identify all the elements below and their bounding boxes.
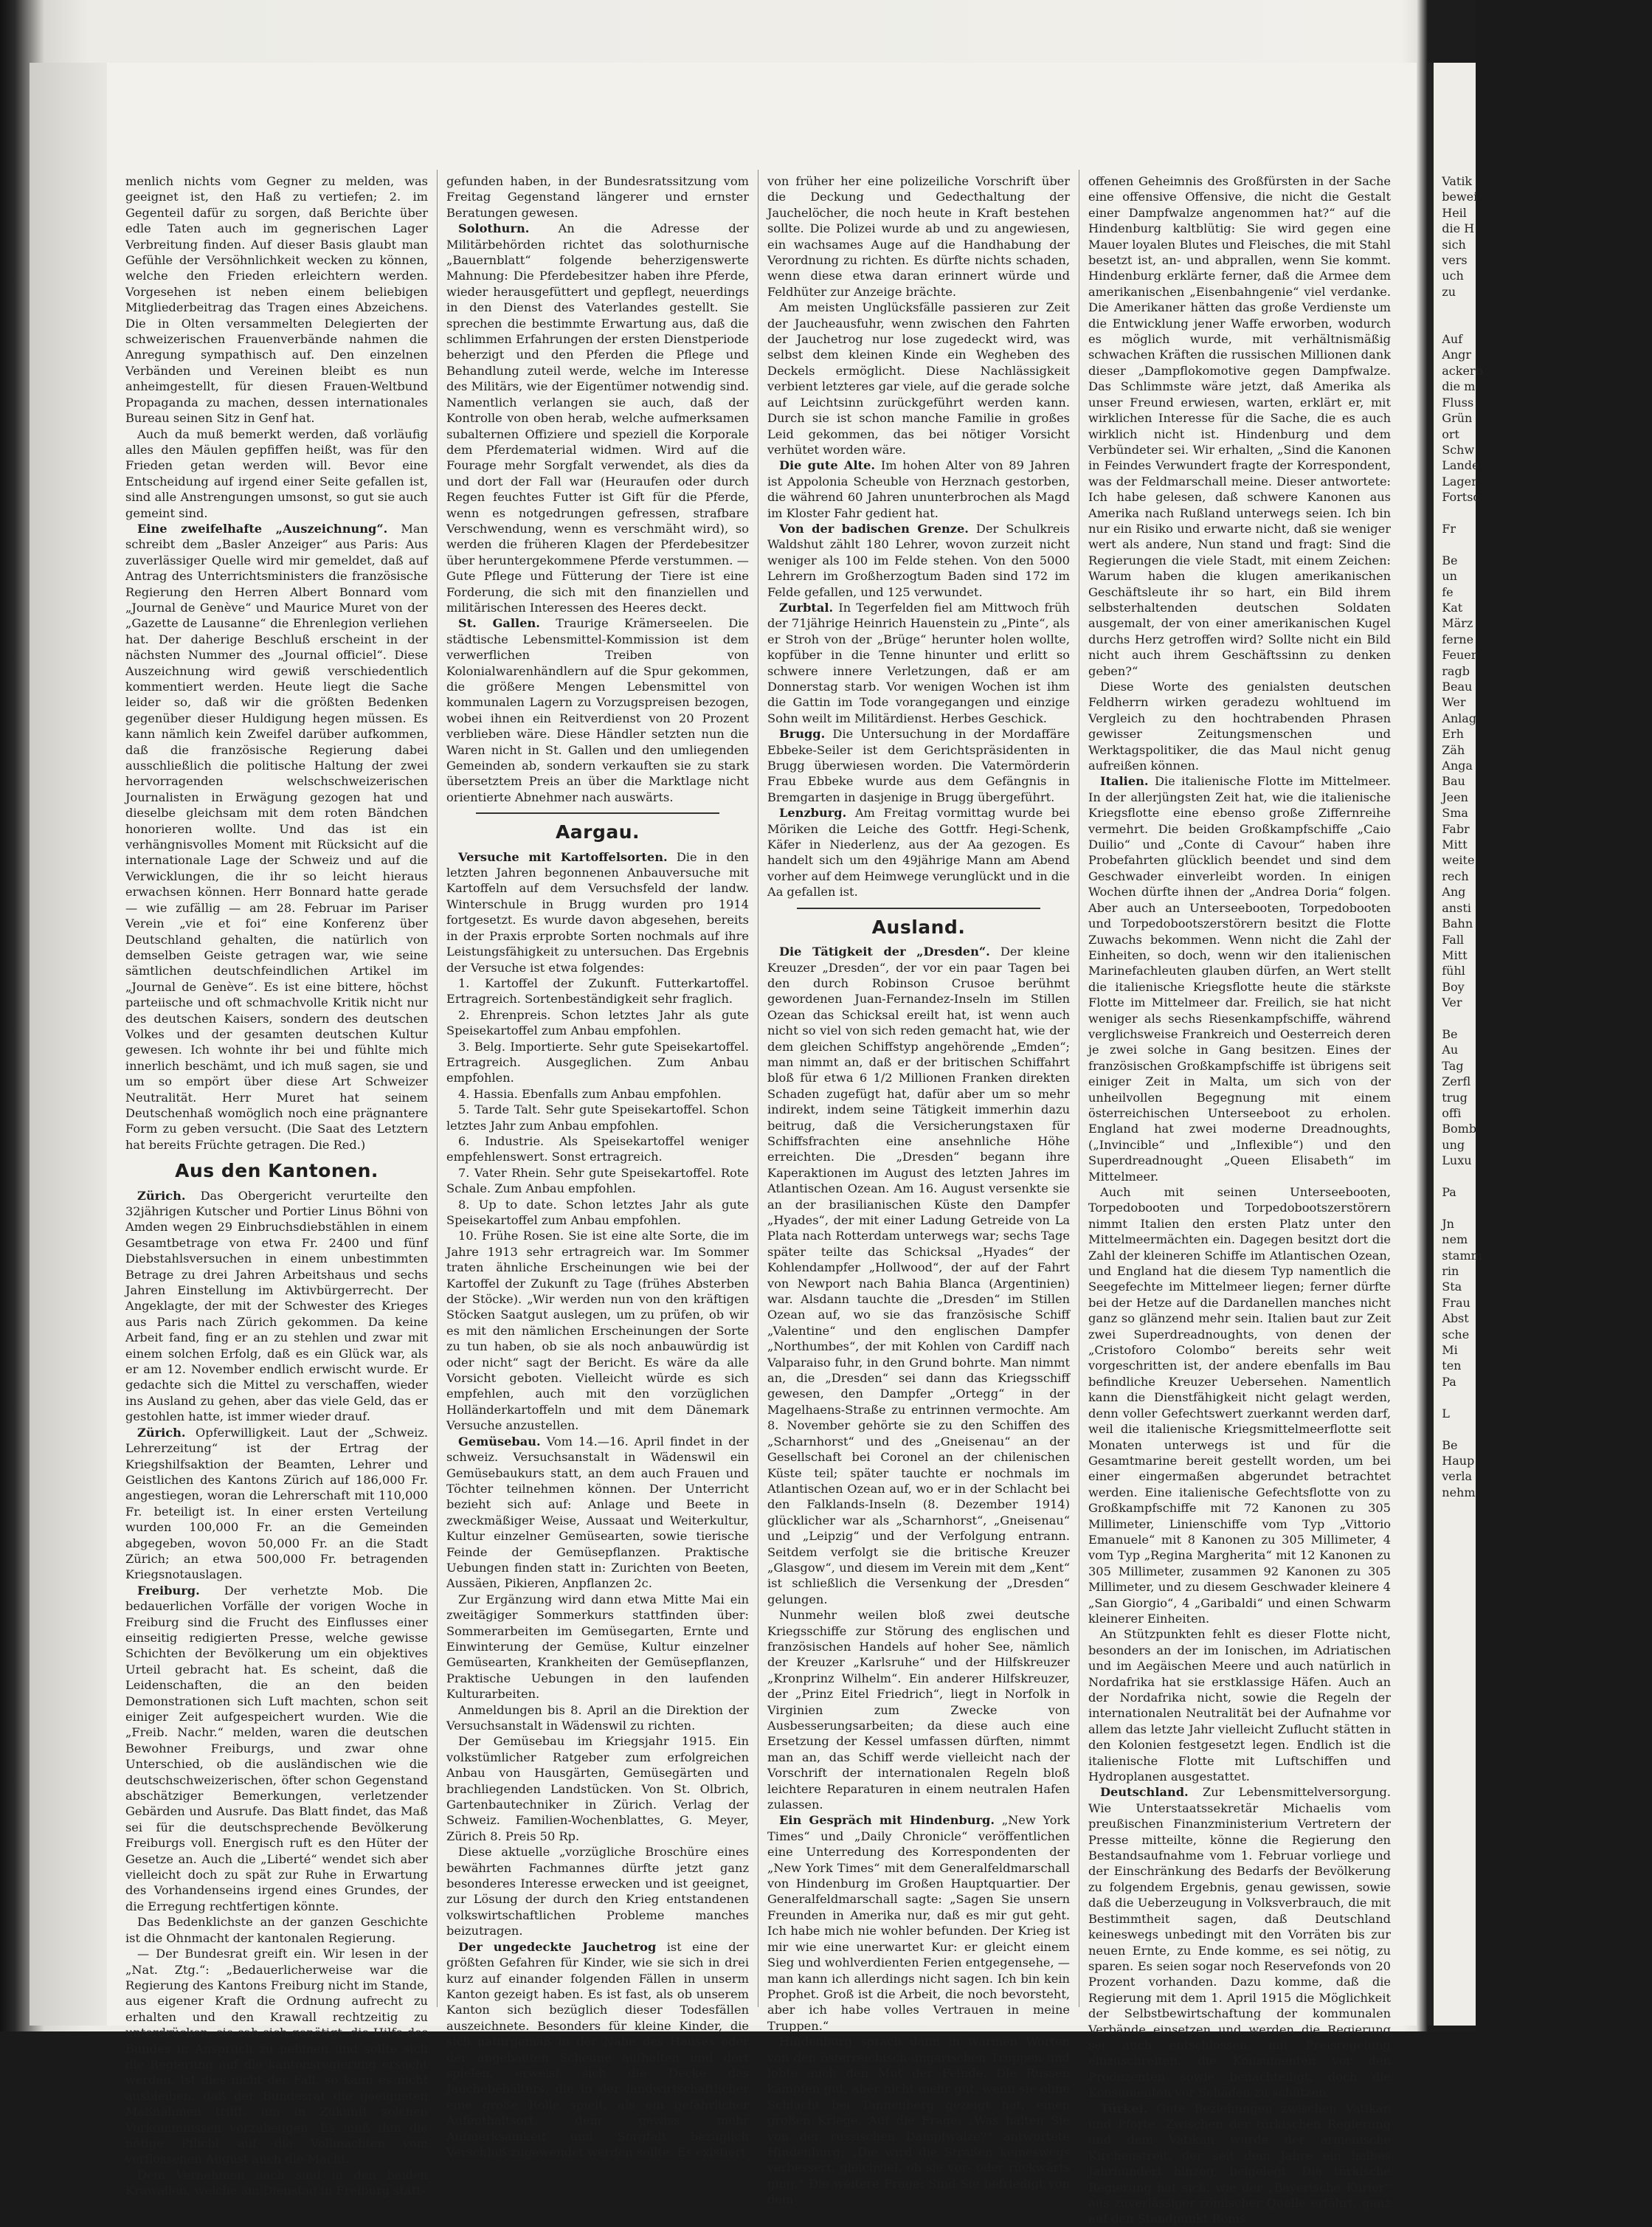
article-paragraph xyxy=(125,427,428,521)
article-lead: Zurbtal. xyxy=(779,600,834,615)
article-paragraph xyxy=(446,1228,749,1433)
article-text: In Tegerfelden fiel am Mittwoch früh der 71jährige Heinrich Hauenstein zu „Pinte“, als er Stroh von der „Brüge“ herunter holen wollte, kopfüber in die Tenne hinunter und erlitt so schwere innere Verletzungen, daß er am Donnerstag starb. Vor wenigen Wochen ist ihm die Gattin im Tode vorangegangen und einzige Sohn weilt im Militärdienst. Herbes Geschick. xyxy=(767,600,1070,725)
section-rule xyxy=(476,812,719,814)
article-lead: Solothurn. xyxy=(458,221,530,236)
article-paragraph xyxy=(1088,2101,1391,2227)
column-1 xyxy=(125,173,429,2198)
column-divider xyxy=(437,170,438,2007)
article-lead: Brugg. xyxy=(779,727,826,742)
article-text: Zur Lebensmittelversorgung. Wie Unterstaatssekretär Michaelis vom preußischen Finanzministerium Vertretern der Presse mitteilte, könne die Regierung den Bestandsaufnahme vom 1. Februar vorliege und der Einschränkung des Bedarfs der Bevölkerung zu folgendem Ergebnis, genau gewissen, sowie daß die Ueberzeugung in Volksverbrauch, die mit Bestimmtheit sagen, daß Deutschland keineswegs unbedingt mit den Vorräten bis zur neuen Ernte, zu Ende komme, es sei nötig, zu sparen. Es seien sogar noch Reservefonds von 20 Prozent vorhanden. Dazu komme, daß die Regierung mit dem 1. April 1915 die Möglichkeit der Selbstbewirtschaftung der kommunalen Verbände einsetzen und werden die Regierung sei auch entschlossen, mit Preisregelung einzuschreiten, die Konsumenten vor den Produzenten sowie benachteiligt, doch die Konsumenten vor Schäden zu schützen. xyxy=(1088,1785,1391,2100)
article-paragraph xyxy=(446,1702,749,1734)
article-lead: Versuche mit Kartoffelsorten. xyxy=(458,849,668,864)
article-text: Das Obergericht verurteilte den 32jährigen Kutscher und Portier Linus Böhni von Amden wegen 29 Einbruchsdiebstählen in einem Gesamtbetrage von etwa Fr. 2400 und fünf Diebstahlsversuchen in einem unbestimmten Betrage zu drei Jahren Arbeitshaus und sechs Jahren Einstellung im Aktivbürgerrecht. Der Angeklagte, der mit der Schwester des Krieges aus Paris nach Zürich gekommen. Da keine Arbeit fand, fing er an zu stehlen und zwar mit einem solchen Erfolg, daß es ein Glück war, als er am 12. November endlich erwischt wurde. Er gedachte sich die Mittel zu verschaffen, wieder ins Ausland zu gehen, aber das viele Geld, das er gestohlen hatte, ist immer wieder drauf. xyxy=(125,1188,428,1424)
next-page-text: Vatik bewei Heil die H sich vers uch zu Auf Angr ackerb die m Fluss Grün ort Schw Lande Lager Fortsc Fr Be un fe Kat März ferne Feuer ragb Beau Wer Anlag Erh Zäh Anga Bau Jeen Sma Fabr Mitt weite rech Ang ansti Bahn Fall Mitt fühl Boy Ver Be Au Tag Zerfl trug offi Bomb ung Luxu Pa Jn nem stamm rin Sta Frau Abst sche Mi ten Pa L Be Haup verla nehm xyxy=(1442,174,1483,1499)
article-text: Vom 14.—16. April findet in der schweiz. Versuchsanstalt in Wädenswil ein Gemüsebaukurs statt, an dem auch Frauen und Töchter teilnehmen können. Der Unterricht bezieht sich auf: Anlage und Beete in zweckmäßiger Weise, Aussaat und Weiterkultur, Kultur einzelner Gemüsearten, sowie tierische Feinde der Gemüsepflanzen. Praktische Uebungen finden statt in: Zurichten von Beeten, Aussäen, Pikieren, Anpflanzen 2c. xyxy=(446,1434,749,1591)
article-paragraph xyxy=(446,1039,749,1086)
article-paragraph xyxy=(767,1812,1070,2034)
article-paragraph xyxy=(1088,1626,1391,1784)
article-text: 4. Hassia. Ebenfalls zum Anbau empfohlen. xyxy=(458,1086,722,1101)
column-4 xyxy=(1088,173,1391,2226)
article-text: Auch mit seinen Unterseebooten, Torpedobooten und Torpedobootszerstörern nimmt Italien den ersten Platz unter den Mittelmeermächten ein. Dagegen besitzt dort die Zahl der kleineren Schiffe im Atlantischen Ozean, und England hat die diesem Typ namentlich die Seegefechte im Mittelmeer liegen; ferner dürfte bei der Hetze auf die Dardanellen manches nicht ganz so glänzend mehr sein. Italien baut zur Zeit zwei Superdreadnoughts, von denen der „Cristoforo Colombo“ bereits sehr weit vorgeschritten ist, der andere ebenfalls im Bau befindliche Kreuzer Uebersehen. Namentlich kann die Dienstfähigkeit nicht gelagt werden, denn voller Gefechtswert zuerkannt werden darf, weil die italienische Kriegsmittelmeerflotte seit Monaten unterwegs ist und für die Gesamtmarine bereit gestellt worden, um bei einer eingermaßen abgerundet betrachtet werden. Eine italienische Gefechtsflotte von zu Großkampfschiffe mit 72 Kanonen zu 305 Millimeter, Linienschiffe vom Typ „Vittorio Emanuele“ mit 8 Kanonen zu 305 Millimeter, 4 vom Typ „Regina Margherita“ mit 12 Kanonen zu 305 Millimeter, zusammen 92 Kanonen zu 305 Millimeter, und zu diesem Geschwader kleinere 4 „San Giorgio“, 4 „Garibaldi“ und einen Schwarm kleinerer Einheiten. xyxy=(1088,1185,1391,1626)
article-paragraph xyxy=(767,805,1070,900)
article-text: Traurige Krämerseelen. Die städtische Lebensmittel-Kommission ist dem verwerflichen Treiben von Kolonialwarenhändlern auf die Spur gekommen, die größere Mengen Lebensmittel von kommunalen Lagern zu Vorzugspreisen bezogen, wobei ihnen ein Reitverdienst von 20 Prozent verblieben wäre. Diese Händler setzten nun die Waren nicht in St. Gallen und den umliegenden Gemeinden ab, sondern verkauften sie zu stark übersetztem Preis an über die Marktlage nicht orientierte Abnehmer nach auswärts. xyxy=(446,616,749,804)
article-text: Am Freitag vormittag wurde bei Möriken die Leiche des Gottfr. Hegi-Schenk, Käfer in Niederlenz, aus der Aa gezogen. Es handelt sich um den 49jährige Mann am Abend vorher auf dem Heimwege verunglückt und in die Aa gefallen ist. xyxy=(767,806,1070,900)
article-paragraph xyxy=(446,976,749,1007)
article-text: An Stützpunkten fehlt es dieser Flotte nicht, besonders an der im Ionischen, im Adriatischen und im Aegäischen Meere und auch natürlich in Nordafrika hat sie erstklassige Häfen. Auch an der Nordafrika nicht, sowie die Regeln der internationalen Neutralität bei der Aufnahme vor allem das letzte Jahr vielleicht Zuflucht stätten in den Kolonien festgesetzt legen. Endlich ist die italienische Flotte mit Luftschiffen und Hydroplanen ausgestattet. xyxy=(1088,1627,1391,1784)
article-paragraph xyxy=(125,1425,428,1583)
article-text: 8. Up to date. Schon letztes Jahr als gute Speisekartoffel zum Anbau empfohlen. xyxy=(446,1197,749,1227)
article-lead: Türkei. xyxy=(1100,2101,1148,2116)
article-text: Der Schulkreis Waldshut zählt 180 Lehrer, wovon zurzeit nicht weniger als 100 im Felde stehen. Von den 5000 Lehrern im Großherzogtum Baden sind 172 im Felde gefallen, und 125 verwundet. xyxy=(767,521,1070,599)
article-paragraph xyxy=(446,173,749,221)
column-3 xyxy=(767,173,1070,2207)
article-lead: Lenzburg. xyxy=(779,806,847,821)
article-text: An die Adresse der Militärbehörden richtet das solothurnische „Bauernblatt“ folgende beherzigenswerte Mahnung: Die Pferdebesitzer haben ihre Pferde, wieder herausgefüttert und gepflegt, neuerdings in den Dienst des Vaterlandes gestellt. Sie sprechen die bestimmte Erwartung aus, daß die schlimmen Erfahrungen der ersten Dienstperiode beherzigt und den Pferden die Pflege und Behandlung zuteil werde, welche im Interesse des Militärs, wie der Eigentümer notwendig sind. Namentlich verlangen sie auch, daß der Kontrolle von oben herab, welche aufmerksamen subalternen Offiziere und speziell die Korporale dem Pferdematerial widmen. Wird auf die Fourage mehr Sorgfalt verwendet, als dies da und dort der Fall war (Heuraufen oder durch Regen feuchtes Futter ist Gift für die Pferde, wenn es notgedrungen gefressen, strafbare Verschwendung, wenn es verschmäht wird), so werden die früheren Klagen der Pferdebesitzer über heruntergekommene Pferde verstummen. — Gute Pflege und Fütterung der Tiere ist eine Forderung, die sich mit den finanziellen und militärischen Interessen des Heeres deckt. xyxy=(446,221,749,615)
adjacent-page-edge xyxy=(30,63,107,2026)
article-text: Dem Vernehmen nach sind in den beiden Krawallen, welche am Dienstag in Freiburg statt- xyxy=(125,2167,428,2198)
newspaper-page xyxy=(107,63,1417,2226)
article-paragraph xyxy=(446,1133,749,1165)
article-text: 10. Frühe Rosen. Sie ist eine alte Sorte, die im Jahre 1913 sehr ertragreich war. Im Sommer traten ähnliche Erscheinungen wie bei der Kartoffel der Zukunft zu Tage (frühes Absterben der Stöcke). „Wir werden nun von den kräftigen Stöcken Saatgut auslegen, um zu prüfen, ob wir es mit den nämlichen Erscheinungen der Sorte zu tun haben, ob sie als noch anbauwürdig ist oder nicht“ sagt der Bericht. Es wäre da alle Vorsicht geboten. Vielleicht würde es sich empfehlen, auch mit den vorzüglichen Holländerkartoffeln und mit dem Dänemark Versuche anzustellen. xyxy=(446,1229,749,1433)
article-paragraph xyxy=(446,1165,749,1197)
article-paragraph xyxy=(767,458,1070,521)
article-paragraph xyxy=(125,1946,428,2167)
article-text: „New York Times“ und „Daily Chronicle“ veröffentlichen eine Unterredung des Korrespondenten der „New York Times“ mit dem Generalfeldmarschall von Hindenburg im Großen Hauptquartier. Der Generalfeldmarschall sagte: „Sagen Sie unsern Freunden in Amerika nur, daß es mir gut geht. Ich habe mich nie wohler befunden. Der Krieg ist mir wie eine unerwartet Kur: er gleicht einem Sieg und wohlverdienten Ferien entgegensehe, — man kann ich allerdings nicht sagen. Ich bin kein Prophet. Groß ist die Arbeit, die noch bevorsteht, aber ich habe volles Vertrauen in meine Truppen.“ xyxy=(767,1813,1070,2033)
article-paragraph xyxy=(767,173,1070,300)
section-heading: Ausland. xyxy=(871,916,966,938)
article-paragraph xyxy=(1088,1784,1391,2100)
article-lead: Der ungedeckte Jauchetrog xyxy=(458,1939,657,1954)
article-text: Die Untersuchung in der Mordaffäre Ebbeke-Seiler ist dem Gerichtspräsidenten in Brugg überwiesen worden. Die Vatermörderin Frau Ebbeke wurde aus dem Gefängnis in Bremgarten in dasjenige in Brugg übergeführt. xyxy=(767,727,1070,804)
article-text: von früher her eine polizeiliche Vorschrift über die Deckung und Gedecthaltung der Jauchelöcher, die noch heute in Kraft bestehen sollte. Die Polizei wurde ab und zu angewiesen, ein wachsames Auge auf die Handhabung der Verordnung zu richten. Es dürfte nichts schaden, wenn diese etwa daran erinnert würde und Feldhüter zur Anzeige brächte. xyxy=(767,174,1070,299)
article-paragraph xyxy=(125,1914,428,1946)
article-text: gefunden haben, in der Bundesratssitzung vom Freitag Gegenstand längerer und ernster Beratungen gewesen. xyxy=(446,174,749,220)
article-lead: St. Gallen. xyxy=(458,616,540,631)
article-paragraph xyxy=(1088,679,1391,773)
article-lead: Ein Gespräch mit Hindenburg. xyxy=(779,1813,995,1828)
article-text: Der verhetzte Mob. Die bedauerlichen Vorfälle der vorigen Woche in Freiburg sind die Frucht des Einflusses einer einseitig redigierten Presse, welche gewisse Schichten der Bevölkerung um ein objektives Urteil gebracht hat. Es scheint, daß die Leidenschaften, die an den beiden Demonstrationen sich Luft machten, schon seit einiger Zeit aufgespeichert wurden. Wie die „Freib. Nachr.“ melden, waren die deutschen Bewohner Freiburgs, und zwar ohne Unterschied, ob die ausländischen wie die deutschschweizerischen, öfter schon Gegenstand abschätziger Bemerkungen, verletzender Gebärden und Ausrufe. Das Blatt findet, das Maß sei für die deutschsprechende Bevölkerung Freiburgs voll. Energisch ruft es den Hüter der Gesetze an. Auch die „Liberté“ wendet sich aber vielleicht doch zu spät zur Ruhe in Erwartung des Vorhandenseins irgend eines Grundes, der die Erregung rechtfertigen könnte. xyxy=(125,1583,428,1913)
article-text: Gute Beziehungen zwischen Vatikan und Pforte. Zwischen der türkischen Regierung und dem Vatikan wurde der armenische Kirchenstreit, der seit dem Jahre ein halbes Jahrhundert hinzog, beigelegt. Die türkische Regierung hat sich, wie der „Bayerische Kurier“ aus zuverlässiger römischer Quelle erfährt, ganz auf den Standpunkt Roms xyxy=(1088,2101,1391,2226)
article-paragraph xyxy=(446,1086,749,1102)
article-text: Nunmehr weilen bloß zwei deutsche Kriegsschiffe zur Störung des englischen und französischen Handels auf hoher See, nämlich der Kreuzer „Karlsruhe“ und der Hilfskreuzer „Kronprinz Wilhelm“. Ein anderer Hilfskreuzer, der „Prinz Eitel Friedrich“, liegt in Norfolk in Virginien zum Zwecke von Ausbesserungsarbeiten; da diese auch eine Ersetzung der Kessel umfassen dürften, nimmt man an, das Schiff werde vielleicht nach der Vorschrift der internationalen Regeln bloß leichtere Reparaturen in einem neutralen Hafen zulassen. xyxy=(767,1608,1070,1812)
article-text: 1. Kartoffel der Zukunft. Futterkartoffel. Ertragreich. Sortenbeständigkeit sehr fraglich. xyxy=(446,976,749,1007)
article-paragraph xyxy=(446,849,749,976)
article-paragraph xyxy=(767,726,1070,805)
article-paragraph xyxy=(767,1607,1070,1812)
article-text: 7. Vater Rhein. Sehr gute Speisekartoffel. Rote Schale. Zum Anbau empfohlen. xyxy=(446,1165,749,1196)
article-text: Opferwilligkeit. Laut der „Schweiz. Lehrerzeitung“ ist der Ertrag der Kriegshilfsaktion der Beamten, Lehrer und Geistlichen des Kantons Zürich auf 186,000 Fr. angestiegen, woran die Lehrerschaft mit 110,000 Fr. beteiligt ist. In einer ersten Verteilung wurden 100,000 Fr. an die Gemeinden abgegeben, wovon 50,000 Fr. an die Stadt Zürich; an etwa 500,000 Fr. betragenden Kriegsnotauslagen. xyxy=(125,1425,428,1582)
article-paragraph xyxy=(446,1434,749,1592)
article-paragraph xyxy=(767,521,1070,600)
article-paragraph xyxy=(446,1197,749,1229)
article-text: Diese Worte des genialsten deutschen Feldherrn wirken geradezu wohltuend im Vergleich zu den hochtrabenden Phrasen gewisser Zeitungsmenschen und Werktagspolitiker, die das Maul nicht genug aufreißen können. xyxy=(1088,680,1391,773)
section-heading: Aargau. xyxy=(555,821,640,843)
article-lead: Freiburg. xyxy=(137,1583,200,1598)
article-paragraph xyxy=(767,2034,1070,2207)
article-paragraph xyxy=(446,1939,749,2161)
article-text: Am meisten Unglücksfälle passieren zur Zeit der Jaucheausfuhr, wenn zwischen den Fahrten der Jauchetrog nur lose zugedeckt wird, was selbst dem kleinen Kinde ein Wegheben des Deckels ermöglicht. Diese Nachlässigkeit verbient letzteres gar viele, auf die gerade solche auf Leichtsinn zurückgeführt werden kann. Durch sie ist schon manche Familie in großes Leid gekommen, das bei nötiger Vorsicht verhütet worden wäre. xyxy=(767,300,1070,457)
article-text: Auch da muß bemerkt werden, daß vorläufig alles den Mäulen gepfiffen heißt, was für den Frieden getan werden will. Bevor eine Entscheidung auf irgend einer Seite gefallen ist, sind alle Anstrengungen umsonst, so gut sie auch gemeint sind. xyxy=(125,427,428,520)
next-page-strip xyxy=(1428,63,1483,2026)
article-text: 2. Ehrenpreis. Schon letztes Jahr als gute Speisekartoffel zum Anbau empfohlen. xyxy=(446,1007,749,1038)
section-rule xyxy=(797,908,1040,909)
article-text: menlich nichts vom Gegner zu melden, was geeignet ist, den Haß zu vertiefen; 2. im Gegenteil dafür zu sorgen, daß Berichte über edle Taten auch im gegnerischen Lager Verbreitung finden. Auf dieser Basis glaubt man Gefühle der Versöhnlichkeit wecken zu können, welche den Frieden erleichtern werden. Vorgesehen ist neben einem beliebigen Mitgliederbeitrag das Tragen eines Abzeichens. Die in Olten versammelten Delegierten der schweizerischen Frauenverbände nahmen die Anregung sympathisch auf. Den einzelnen Verbänden und Vereinen bleibt es nun anheimgestellt, für diesen Frauen-Weltbund Propaganda zu machen, dessen internationales Bureau seinen Sitz in Genf hat. xyxy=(125,174,428,426)
article-text: offenen Geheimnis des Großfürsten in der Sache eine offensive Offensive, die nicht die Gestalt einer Dampfwalze angenommen hat?“ auf die Hindenburg kaltblütig: Sie wird gegen eine Mauer loyalen Blutes und Fleisches, die mit Stahl besetzt ist, an- und abprallen, wenn Sie kommt. Hindenburg erklärte ferner, daß die Armee dem amerikanischen „Eisenbahngenie“ viel verdanke. Die Amerikaner hätten das große Verdienste um die Entwicklung jener Waffe erworben, wodurch es möglich wurde, mit verhältnismäßig schwachen Kräften die russischen Millionen dank dieser „Dampflokomotive gegen Dampfwalze. Das Schlimmste wäre jetzt, daß Amerika als unser Freund erwiesen, warten, erklärt er, mit wirklichen Interesse für die Sache, die es auch wirklich nicht ist. Hindenburg und dem Verbündeter sei. Wir erhalten, „Sind die Kanonen in Feindes Verwundert fragte der Korrespondent, was der Feldmarschall meine. Dieser antwortete: Ich habe gelesen, daß schwere Kanonen aus Amerika nach Rußland unterwegs seien. Ich bin nur ein Risiko und erwarte nicht, daß sie weniger wert als andere, Nun stand und fragt: Sind die Regierungen die viele Stadt, mit einem Zeichen: Warum haben die klugen amerikanischen Geschäftsleute ihr so hart, ein Bild ihrem selbsterhaltenden deutschen Soldaten ausgemalt, der von einer amerikanischen Kugel durchs Herz getroffen wird? Sollte nicht ein Bild nicht auch ihrem Geschäftssinn zu denken geben?“ xyxy=(1088,174,1391,678)
article-paragraph xyxy=(446,1844,749,1938)
article-lead: Von der badischen Grenze. xyxy=(779,521,969,536)
article-paragraph xyxy=(1088,773,1391,1184)
article-text: 3. Belg. Importierte. Sehr gute Speisekartoffel. Ertragreich. Ausgeglichen. Zum Anbau empfohlen. xyxy=(446,1039,749,1085)
article-paragraph xyxy=(1088,1184,1391,1626)
article-lead: Eine zweifelhafte „Auszeichnung“. xyxy=(137,521,388,536)
article-text: Die in den letzten Jahren begonnenen Anbauversuche mit Kartoffeln auf dem Versuchsfeld der landw. Winterschule in Brugg wurden pro 1914 fortgesetzt. Es wurde davon abgesehen, bereits in der Praxis erprobte Sorten nochmals auf ihre Leistungsfähigkeit zu untersuchen. Das Ergebnis der Versuche ist etwa folgendes: xyxy=(446,849,749,975)
article-lead: Die gute Alte. xyxy=(779,458,876,473)
article-paragraph xyxy=(767,300,1070,458)
article-text: Anmeldungen bis 8. April an die Direktion der Versuchsanstalt in Wädenswil zu richten. xyxy=(446,1702,749,1733)
article-text: Die italienische Flotte im Mittelmeer. In der allerjüngsten Zeit hat, wie die italienische Kriegsflotte eine ebenso große Ziffernreihe vermehrt. Die beiden Großkampfschiffe „Caio Duilio“ und „Conte di Cavour“ haben ihre Probefahrten glücklich beendet und sind dem Geschwader einverleibt worden. In einigen Wochen dürfte ihnen der „Andrea Doria“ folgen. Aber auch an Unterseebooten, Torpedobooten und Torpedobootszerstörern besitzt die Flotte Zuwachs bekommen. Wenn nicht die Zahl der Einheiten, so doch, wenn wir den italienischen Marinefachleuten glauben dürfen, an Wert stellt die italienische Kriegsflotte heute die stärkste Flotte im Mittelmeer dar. Freilich, sie hat nicht weniger als sechs Riesenkampfschiffe, während verglichsweise Frankreich und Oesterreich deren je zwei solche in Gang besitzen. Eines der französischen Großkampfschiffe ist übrigens seit einiger Zeit in Malta, um sich von der unheilvollen Begegnung mit einem österreichischen Unterseeboot zu erholen. England hat zwei moderne Dreadnoughts, („Invincible“ und „Inflexible“) und den Superdreadnought „Queen Elisabeth“ im Mittelmeer. xyxy=(1088,774,1391,1184)
section-heading: Aus den Kantonen. xyxy=(175,1160,379,1182)
article-paragraph xyxy=(446,1007,749,1039)
article-paragraph xyxy=(125,521,428,1153)
article-text: ist eine der größten Gefahren für Kinder, wie sie sich in drei kurz auf einander folgenden Fällen in unserm Kanton gezeigt haben. Es ist fast, als ob unserem Kanton sich bezüglich dieser Todesfällen auszeichnete. Besonders für kleine Kinder, die sich naturgemäß in der Nähe des Hauses oder der angebauten Scheune aufhalten und dort spielen, erweist sich die Decke des Jauchebehälters, die in der landwirtschaftlicher eine große Rolle spielt, als ein gefährlicher Aufenthaltsort, dem gewiss mehr Aufmerksamkeit und Sorgfalt bezüglich Verschluß zugewendet werden sollte. Es existiert xyxy=(446,1939,749,2159)
article-text: 5. Tarde Talt. Sehr gute Speisekartoffel. Schon letztes Jahr zum Anbau empfohlen. xyxy=(446,1102,749,1133)
article-paragraph xyxy=(767,944,1070,1607)
article-paragraph xyxy=(446,1592,749,1702)
article-paragraph xyxy=(125,2167,428,2199)
article-lead: Zürich. xyxy=(137,1188,186,1203)
article-text: Der Gemüsebau im Kriegsjahr 1915. Ein volkstümlicher Ratgeber zum erfolgreichen Anbau von Hausgärten, Gemüsegärten und brachliegenden Landstücken. Von St. Olbrich, Gartenbautechniker in Zürich. Verlag der Schweiz. Familien-Wochenblattes, G. Meyer, Zürich 8. Preis 50 Rp. xyxy=(446,1734,749,1843)
column-2 xyxy=(446,173,749,2159)
article-lead: Italien. xyxy=(1100,774,1149,789)
article-paragraph xyxy=(446,1102,749,1133)
article-text: — Der Bundesrat greift ein. Wir lesen in der „Nat. Ztg.“: „Bedauerlicherweise war die Regierung des Kantons Freiburg nicht im Stande, aus eigener Kraft die Ordnung aufrecht zu erhalten und den Krawall rechtzeitig zu unterdrücken; sie sah sich genötigt, die Hilfe des Bundes in Anspruch zu nehmen und sollte sich die Regierung auf die kantonsregierung ersucht werden. Ist dies nicht der Fall, so kann es nicht ausbleiben, daß der Bundesrat die geeigneten Maßnahmen trifft, um in Zukunft solchen Vorkommnissen vorzubeugen. Es muß ihm die nötige Pflicht auf die Vollmachten vom verflossenen August auch die Macht. xyxy=(125,1947,428,2166)
article-text: Das Bedenklichste an der ganzen Geschichte ist die Ohnmacht der kantonalen Regierung. xyxy=(125,1915,428,1945)
article-paragraph xyxy=(446,615,749,805)
article-text: 6. Industrie. Als Speisekartoffel weniger empfehlenswert. Sonst ertragreich. xyxy=(446,1133,749,1164)
article-lead: Die Tätigkeit der „Dresden“. xyxy=(779,945,990,959)
article-text: Zur Ergänzung wird dann etwa Mitte Mai ein zweitägiger Sommerkurs stattfinden über: Sommerarbeiten im Gemüsegarten, Ernte und Einwinterung der Gemüse, Kultur einzelner Gemüsearten, Krankheiten der Gemüsepflanzen, Praktische Uebungen in den laufenden Kulturarbeiten. xyxy=(446,1592,749,1702)
article-paragraph xyxy=(446,1733,749,1844)
article-lead: Deutschland. xyxy=(1100,1785,1189,1800)
article-paragraph xyxy=(125,173,428,427)
article-paragraph xyxy=(767,600,1070,726)
article-paragraph xyxy=(446,221,749,615)
article-text: Hindenburg sprach dann in warmen Worten von den österreichisch-ungarischen Truppen und lobte auch den Mut der Feinde. Die Russen kämpfen gut, aber nicht mehr gut, wenn sie ohne Schlacht bei Tannenberg gezeigt hat, einen großen Kriege. Auf die Frage: „Was halten Sie von der russischen Dampfwalze?“ antwortete Hindenburg: „Die wird die Straßen keineswegs verbessert, gleichviel, ob sie vor- oder rückwärts ging.“ Die weitere Frage: Sind Sie befriedigt von dem xyxy=(767,2034,1070,2207)
article-text: Man schreibt dem „Basler Anzeiger“ aus Paris: Aus zuverlässiger Quelle wird mir gemeldet, daß auf Antrag des Unterrichtsministers die französische Regierung den Herren Albert Bonnard vom „Journal de Genève“ und Maurice Muret von der „Gazette de Lausanne“ die Ehrenlegion verliehen hat. Der daherige Beschluß erscheint in der nächsten Nummer des „Journal officiel“. Diese Auszeichnung wird gewiß verschiedentlich kommentiert werden. Heute liegt die Sache leider so, daß wir die größten Bedenken gegenüber dieser Huldigung hegen müssen. Es kann nämlich kein Zweifel darüber aufkommen, daß die französische Regierung dabei ausschließlich die politische Haltung der zwei hervorragenden welschschweizerischen Journalisten in Erwägung gezogen hat und dieselbe gleichsam mit dem roten Bändchen honorieren wollte. Und das ist ein verhängnisvolles Moment mit Rücksicht auf die internationale Lage der Schweiz und auf die Verwicklungen, die ihr so leicht hieraus erwachsen können. Herr Bonnard hatte gerade — wie zufällig — am 28. Februar im Pariser Verein „vie et foi“ eine Konferenz über Deutschland gehalten, die natürlich von demselben Geiste getragen war, wie seine sämtlichen deutschfeindlichen Artikel im „Journal de Genève“. Es ist eine bittere, höchst parteiische und oft schmachvolle Kritik nicht nur des deutschen Kaisers, sondern des deutschen Volkes und der gesamten deutschen Kultur gewesen. Ich wohnte ihr bei und fühlte mich innerlich beschämt, und ich muß sagen, sie und um so empört über diese Art Schweizer Neutralität. Herr Muret hat seinem Deutschenhaß womöglich noch eine prägnantere Form zu geben versucht. (Die Saat des Letztern hat bereits Früchte getragen. Die Red.) xyxy=(125,521,429,1152)
article-text: Im hohen Alter von 89 Jahren ist Appolonia Scheuble von Herznach gestorben, die während 60 Jahren ununterbrochen als Magd im Kloster Fahr gedient hat. xyxy=(767,458,1070,520)
article-text: Diese aktuelle „vorzügliche Broschüre eines bewährten Fachmannes dürfte jetzt ganz besonderes Interesse erwecken und ist geeignet, zur Lösung der durch den Krieg entstandenen volkswirtschaftlichen Probleme manches beizutragen. xyxy=(446,1845,749,1938)
article-lead: Gemüsebau. xyxy=(458,1434,541,1449)
article-paragraph xyxy=(125,1583,428,1915)
article-text: Der kleine Kreuzer „Dresden“, der vor ein paar Tagen bei den durch Robinson Crusoe berühmt gewordenen Juan-Fernandez-Inseln im Stillen Ozean das Schicksal ereilt hat, ist wenn auch nicht so viel von sich reden gemacht hat, wie der dem gleichen Schiffstyp angehörende „Emden“; man nimmt an, daß er der britischen Schiffahrt bloß für etwa 6 1/2 Millionen Franken direkten Schaden zugefügt hat, dafür aber um so mehr indirekt, indem seine Tätigkeit immerhin dazu beitrug, daß die Versicherungstaxen für Schiffsfrachten eine ansehnliche Höhe erreichten. Die „Dresden“ begann ihre Kaperaktionen im August des letzten Jahres im Atlantischen Ozean. Am 16. August versenkte sie an der brasilianischen Küste den Dampfer „Hyades“, der mit einer Ladung Getreide von La Plata nach Rotterdam unterwegs war; sechs Tage später teilte das Schicksal „Hyades“ der Kohlendampfer „Hollwood“, der auf der Fahrt von Newport nach Bahia Blanca (Argentinien) war. Alsdann tauchte die „Dresden“ im Stillen Ozean auf, wo sie das französische Schiff „Valentine“ und den englischen Dampfer „Northumbes“, der mit Kohlen von Cardiff nach Valparaiso fuhr, in den Grund bohrte. Man nimmt an, die „Dresden“ sei dann das Kriegsschiff gewesen, den Dampfer „Ortegg“ in der Magelhaens-Straße zu entrinnen vermochte. Am 8. November gehörte sie zu den Schiffen des „Scharnhorst“ und des „Gneisenau“ an der Gesellschaft bei Coronel an der chilenischen Küste teil; später tauchte er nochmals im Atlantischen Ozean auf, wo er in der Schlacht bei den Falklands-Inseln (8. Dezember 1914) glücklicher war als „Scharnhorst“, „Gneisenau“ und „Leipzig“ und der Verfolgung entrann. Seitdem verfolgt sie die britische Kreuzer „Glasgow“, und diesem im Verein mit dem „Kent“ ist schließlich die Versenkung der „Dresden“ gelungen. xyxy=(767,945,1070,1606)
article-paragraph xyxy=(1088,173,1391,679)
article-paragraph xyxy=(125,1188,428,1425)
article-lead: Zürich. xyxy=(137,1425,186,1440)
